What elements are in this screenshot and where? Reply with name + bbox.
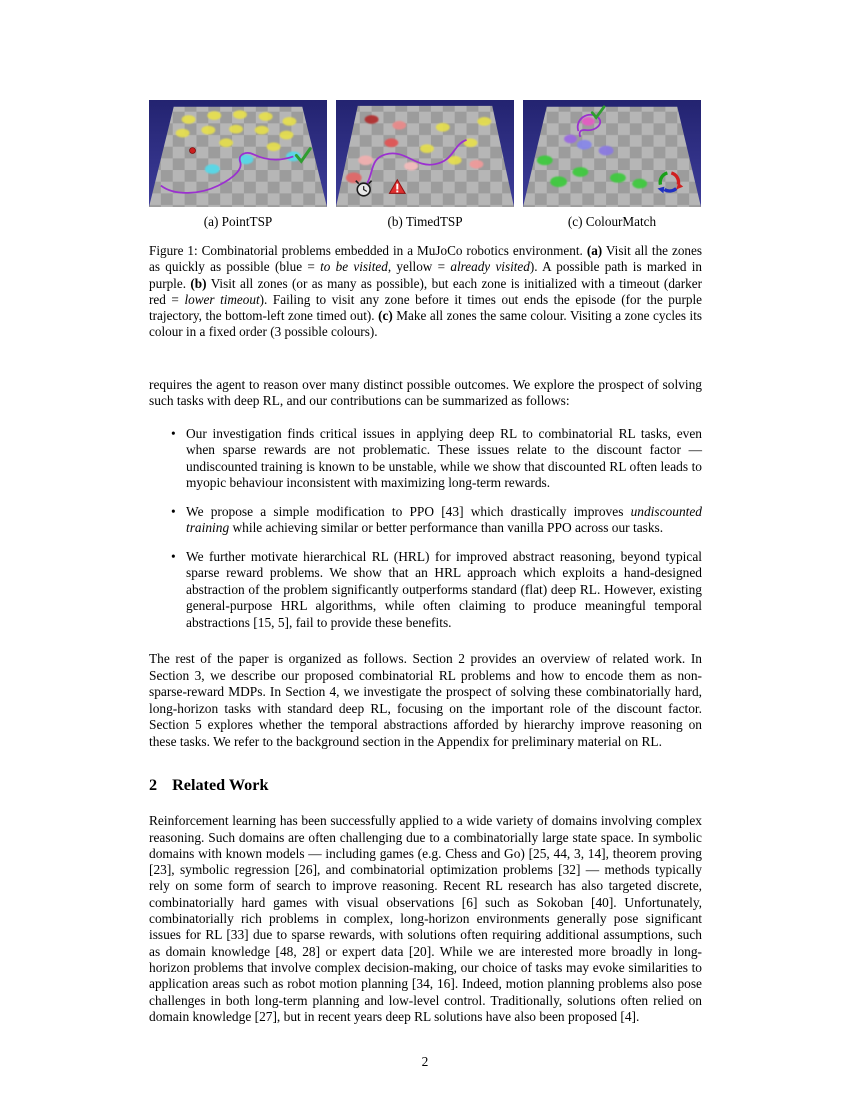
agent-dot — [190, 148, 196, 154]
subcaption-pointtsp: (a) PointTSP — [203, 214, 273, 229]
outline-paragraph: The rest of the paper is organized as follows. Section 2 provides an overview of related work. In Section 3, we describe our proposed combinatorial RL problems and how to encode them as non-sparse-reward MDPs. In Section 4, we investigate the prospect of solving these combinatorially hard, long-horizon tasks with standard deep RL, focusing on the important role of the discount factor. Section 5 explores whether the temporal abstractions afforded by hierarchy improve reasoning on these tasks. We refer to the background section in the Appendix for preliminary material on RL. — [149, 651, 702, 749]
related-work-paragraph: Reinforcement learning has been successfully applied to a wide variety of domains involving complex reasoning. Such domains are often challenging due to a combinatorially large state space. In symbolic domains with known models — including games (e.g. Chess and Go) [25, 44, 3, 14], theorem proving [23], symbolic regression [26], and combinatorial optimization problems [32] — methods typically rely on some form of search to improve reasoning. Recent RL research has also targeted discrete, combinatorially hard games with visual observations [6] such as Sokoban [40]. Unfortunately, combinatorially rich problems in complex, long-horizon environments generally pose significant issues for RL [33] due to sparse rewards, with solutions often requiring additional assumptions, such as domain knowledge [48, 28] or expert data [20]. While we are interested more broadly in long-horizon problems that involve complex decision-making, our choice of tasks may evoke similarities to application areas such as robot motion planning [34, 16]. Indeed, motion planning problems also pose challenges in both long-term planning and low-level control. Traditionally, solutions often relied on domain knowledge [27], but in recent years deep RL solutions have also been proposed [4]. — [149, 813, 702, 1024]
section-heading — [149, 776, 702, 795]
figure-caption: Figure 1: Combinatorial problems embedded in a MuJoCo robotics environment. (a) Visit all the zones as quickly as possible (blue = to be visited, yellow = already visited). A possible path is marked in purple. (b) Visit all zones (or as many as possible), but each zone is initialized with a timeout (darker red = lower timeout). Failing to visit any zone before it times out ends the episode (for the purple trajectory, the bottom-left zone timed out). (c) Make all zones the same colour. Visiting a zone cycles its colour in a fixed order (3 possible colours). — [149, 243, 703, 340]
list-item — [171, 426, 702, 492]
figure-panels — [149, 100, 702, 207]
bullet-marker: • — [171, 548, 176, 564]
bullet-text: We propose a simple modification to PPO [43] which drastically improves undiscounted training while achieving similar or better performance than vanilla PPO across our tasks. — [186, 503, 702, 536]
figure-panel-colourmatch — [523, 100, 701, 207]
figure-panel-timedtsp — [336, 100, 514, 207]
pink-zone — [582, 117, 595, 126]
colourmatch-image — [523, 100, 701, 207]
pointtsp-image — [149, 100, 327, 207]
bullet-text: We further motivate hierarchical RL (HRL) for improved abstract reasoning, beyond typical sparse reward problems. We show that an HRL approach which exploits a hand-designed abstraction of the problem significantly outperforms standard (flat) deep RL. However, existing general-purpose HRL algorithms, while often claiming to produce meaningful temporal abstractions [15, 5], fail to provide these benefits. — [186, 548, 702, 630]
page-number: 2 — [421, 1054, 429, 1069]
list-item — [171, 504, 702, 537]
bullet-marker: • — [171, 425, 176, 441]
figure-panel-pointtsp — [149, 100, 327, 207]
intro-paragraph: requires the agent to reason over many distinct possible outcomes. We explore the prospect of solving such tasks with deep RL, and our contributions can be summarized as follows: — [149, 376, 702, 409]
figure-subcaptions — [149, 214, 702, 230]
section-number: 2 — [149, 776, 158, 795]
bullet-text: Our investigation finds critical issues in applying deep RL to combinatorial RL tasks, even when sparse rewards are not problematic. These issues relate to the discount factor — undiscounted training is known to be unstable, while we show that discounted RL often leads to myopic behaviour inconsistent with maximizing long-term rewards. — [186, 425, 702, 491]
bullet-marker: • — [171, 503, 176, 519]
subcaption-timedtsp: (b) TimedTSP — [387, 214, 463, 229]
timedtsp-image — [336, 100, 514, 207]
alarm-clock-icon — [356, 181, 372, 196]
contribution-list — [149, 426, 702, 632]
figure-1 — [149, 100, 702, 341]
subcaption-colourmatch: (c) ColourMatch — [567, 214, 657, 229]
section-title: Related Work — [172, 776, 269, 795]
list-item — [171, 549, 702, 632]
